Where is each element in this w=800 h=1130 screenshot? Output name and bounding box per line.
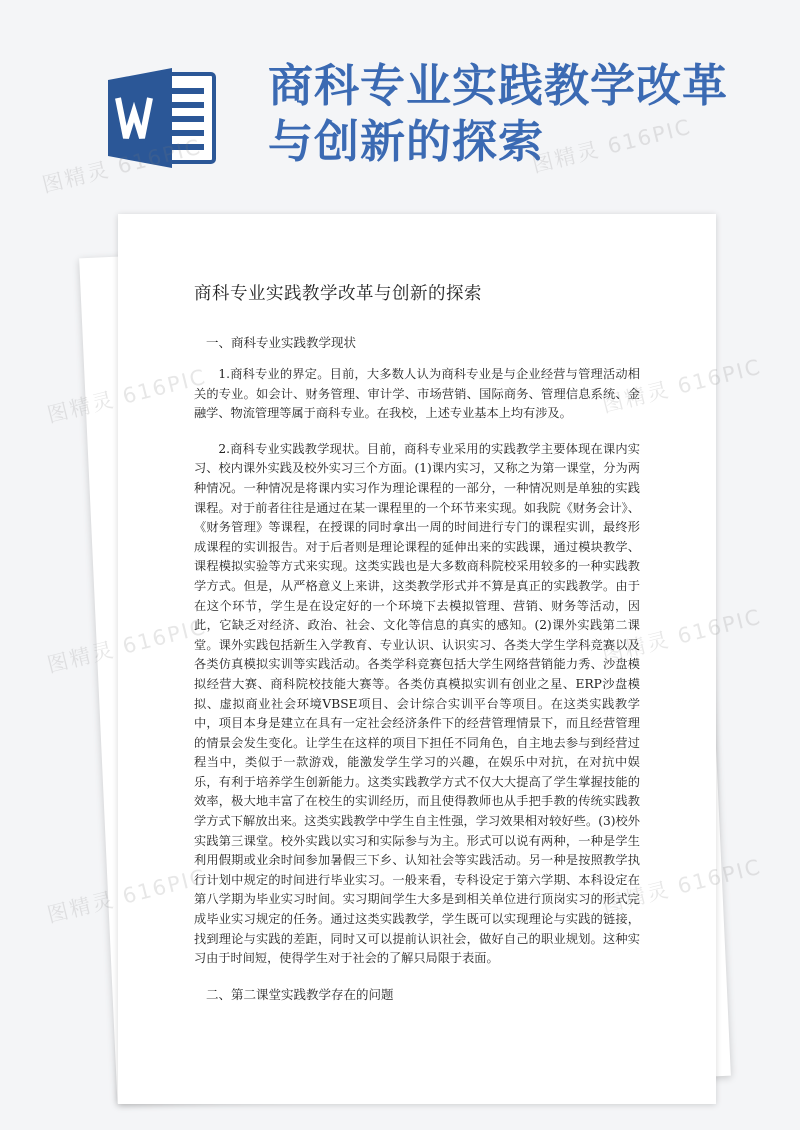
watermark: 616PIC: [675, 604, 765, 649]
word-document-icon: [108, 68, 218, 168]
section-heading: 一、商科专业实践教学现状: [206, 335, 357, 350]
document-title: 商科专业实践教学改革与创新的探索: [194, 284, 482, 304]
watermark: 图精灵 616PIC: [39, 134, 205, 198]
watermark: 图精灵 616PIC: [529, 114, 695, 178]
paragraph: 1.商科专业的界定。目前，大多数人认为商科专业是与企业经营与管理活动相关的专业。如会计、财务管理、审计学、市场营销、国际商务、管理信息系统、金融学、物流管理等属于商科专业。在我校，上述专业基本上均有涉及。: [194, 367, 640, 421]
watermark: 图精灵: [44, 887, 118, 928]
watermark: 图精灵: [44, 637, 118, 678]
section-heading: 二、第二课堂实践教学存在的问题: [206, 986, 394, 1002]
banner-title: 商科专业实践教学改革与创新的探索: [268, 59, 729, 168]
watermark: 616PIC: [675, 354, 765, 399]
watermark: 图精灵: [44, 387, 118, 428]
document-page: [118, 214, 716, 1104]
paragraph: 2.商科专业实践教学现状。目前，商科专业采用的实践教学主要体现在课内实习、校内课外实践及校外实习三个方面。(1)课内实习，又称之为第一课堂，分为两种情况。一种情况是将课内实习作为理论课程的一部分，一种情况则是单独的实践课程。对于前者往往是通过在某一课程里的一个环节来实现。如我院《财务会计》、《财务管理》等课程，在授课的同时拿出一周的时间进行专门的课程实训，最终形成课程的实训报告。对于后者则是理论课程的延伸出来的实践课，通过模块教学、课程模拟实验等方式来实现。这类实践也是大多数商科院校采用较多的一种实践教学方式。但是，从严格意义上来讲，这类教学形式并不算是真正的实践教学。由于在这个环节，学生是在设定好的一个环境下去模拟管理、营销、财务等活动，因此，它缺乏对经济、政治、社会、文化等信息的真实的感知。(2)课外实践第二课堂。课外实践包括新生入学教育、专业认识、认识实习、各类大学生学科竞赛以及各类仿真模拟实训等实践活动。各类学科竞赛包括大学生网络营销能力秀、沙盘模拟经营大赛、商科院校技能大赛等。各类仿真模拟实训有创业之星、ERP沙盘模拟、虚拟商业社会环境VBSE项目、会计综合实训平台等项目。在这类实践教学中，项目本身是建立在具有一定社会经济条件下的经营管理情景下，而且经营管理的情景会发生变化。让学生在这样的项目下担任不同角色，自主地去参与到经营过程当中，类似于一款游戏，能激发学生学习的兴趣，在娱乐中对抗，在对抗中娱乐，有利于培养学生创新能力。这类实践教学方式不仅大大提高了学生掌握技能的效率，极大地丰富了在校生的实训经历，而且使得教师也从手把手教的传统实践教学方式下解放出来。这类实践教学中学生自主性强，学习效果相对较好些。(3)校外实践第三课堂。校外实践以实习和实际参与为主。形式可以说有两种，一种是学生利用假期或业余时间参加暑假三下乡、认知社会等实践活动。另一种是按照教学执行计划中规定的时间进行毕业实习。一般来看，专科设定于第六学期、本科设定在第八学期为毕业实习时间。实习期间学生大多是到相关单位进行顶岗实习的形式完成毕业实习规定的任务。通过这类实践教学，学生既可以实现理论与实践的链接，找到理论与实践的差距，同时又可以提前认识社会，做好自己的职业规划。这种实习由于时间短，使得学生对于社会的了解只局限于表面。: [194, 441, 640, 966]
